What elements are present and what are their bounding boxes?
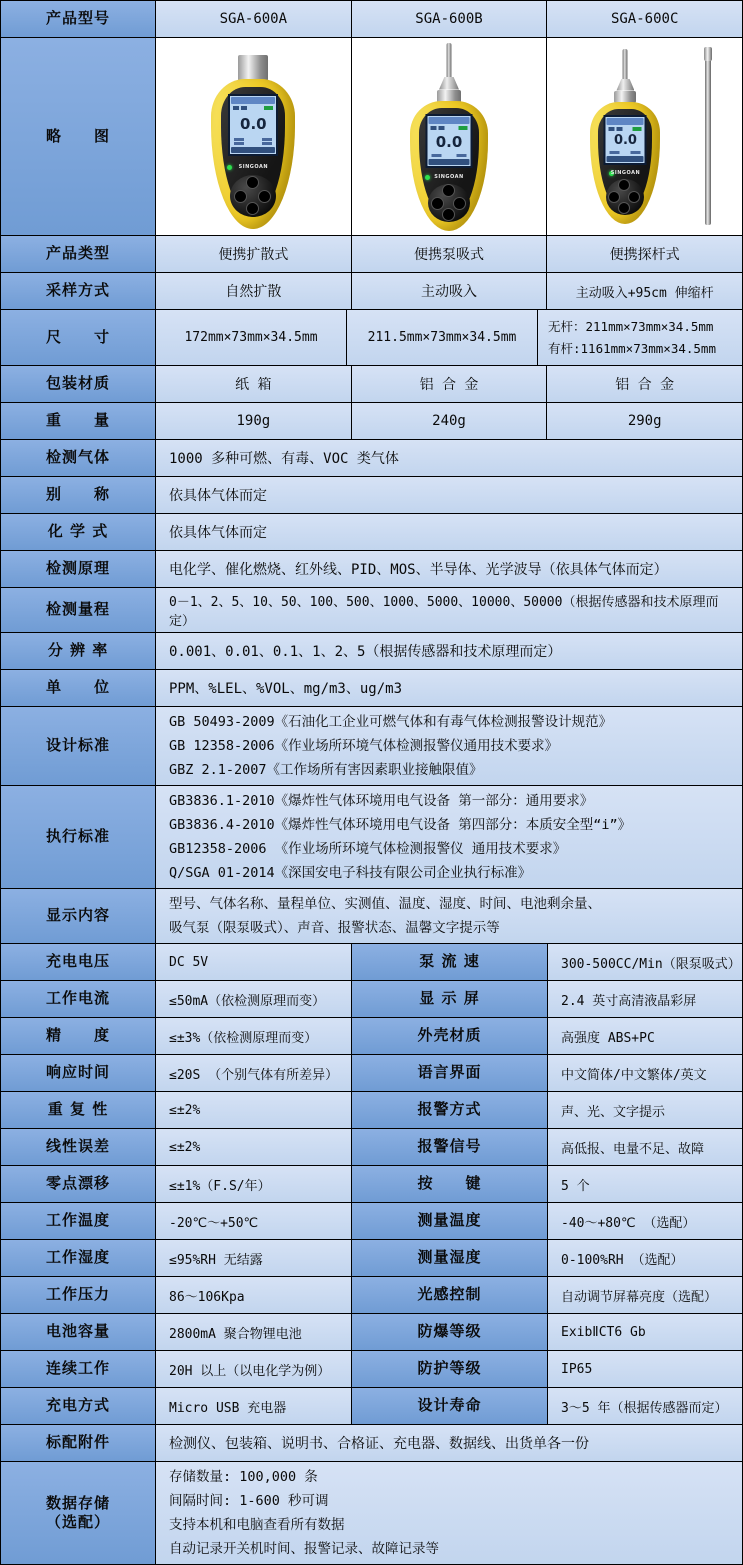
button-down bbox=[618, 202, 630, 214]
row-value-left: ≤50mA（依检测原理而变） bbox=[156, 981, 352, 1018]
row-value-right: IP65 bbox=[548, 1351, 743, 1388]
table-row-accessories bbox=[1, 1425, 743, 1462]
row-value-left: ≤±2% bbox=[156, 1092, 352, 1129]
probe-rod-icon bbox=[447, 43, 452, 79]
row-value-left: 2800mA 聚合物锂电池 bbox=[156, 1314, 352, 1351]
table-row-pair-6 bbox=[1, 1166, 743, 1203]
table-row-alias bbox=[1, 477, 743, 514]
dimension-with-rod: 有杆:1161mm×73mm×34.5mm bbox=[548, 340, 716, 356]
row-value: 依具体气体而定 bbox=[156, 477, 743, 514]
value-c: 主动吸入+95cm 伸缩杆 bbox=[547, 273, 743, 310]
button-down bbox=[246, 202, 259, 215]
row-value bbox=[156, 889, 743, 944]
standard-line: GB3836.1-2010《爆炸性气体环境用电气设备 第一部分：通用要求》 bbox=[169, 793, 594, 809]
brand-label: SINGOAN bbox=[238, 163, 269, 170]
row-label-left: 充电电压 bbox=[1, 944, 156, 981]
row-label-left: 工作电流 bbox=[1, 981, 156, 1018]
table-row-pair-9 bbox=[1, 1277, 743, 1314]
row-value: 检测仪、包装箱、说明书、合格证、充电器、数据线、出货单各一份 bbox=[156, 1425, 743, 1462]
row-label: 显示内容 bbox=[1, 889, 156, 944]
row-value-right: 2.4 英寸高清液晶彩屏 bbox=[548, 981, 743, 1018]
table-row-design-standard bbox=[1, 707, 743, 786]
row-value-right: 中文简体/中文繁体/英文 bbox=[548, 1055, 743, 1092]
screen-titlebar bbox=[231, 97, 275, 104]
row-value-left: ≤±1%（F.S/年） bbox=[156, 1166, 352, 1203]
row-value-left: 86～106Kpa bbox=[156, 1277, 352, 1314]
device-screen bbox=[604, 115, 647, 165]
row-label-right: 防爆等级 bbox=[352, 1314, 548, 1351]
row-label-left: 连续工作 bbox=[1, 1351, 156, 1388]
button-left bbox=[431, 197, 444, 210]
row-label: 单 位 bbox=[1, 670, 156, 707]
table-row-pair-12 bbox=[1, 1388, 743, 1425]
table-row-pair-7 bbox=[1, 1203, 743, 1240]
row-value: 0－1、2、5、10、50、100、500、1000、5000、10000、50000（根据传感器和技术原理而定） bbox=[156, 588, 743, 633]
table-row-data-storage bbox=[1, 1462, 743, 1565]
device-screen bbox=[426, 114, 473, 168]
table-row-resolution bbox=[1, 633, 743, 670]
storage-label-line1: 数据存储 bbox=[45, 1493, 110, 1512]
row-label: 产品类型 bbox=[1, 236, 156, 273]
row-value: 1000 多种可燃、有毒、VOC 类气体 bbox=[156, 440, 743, 477]
button-pad bbox=[606, 179, 644, 215]
screen-timestamp-bar bbox=[429, 159, 470, 165]
table-row-weight bbox=[1, 403, 743, 440]
button-up bbox=[618, 179, 630, 191]
row-label-right: 语言界面 bbox=[352, 1055, 548, 1092]
value-b: 铝 合 金 bbox=[352, 366, 548, 403]
value-c: 铝 合 金 bbox=[547, 366, 743, 403]
header-label: 产品型号 bbox=[1, 1, 156, 38]
table-row-pair-1 bbox=[1, 981, 743, 1018]
table-row-formula bbox=[1, 514, 743, 551]
display-line: 型号、气体名称、量程单位、实测值、温度、湿度、时间、电池剩余量、 bbox=[169, 896, 601, 912]
value-c: 290g bbox=[547, 403, 743, 440]
row-label-right: 测量湿度 bbox=[352, 1240, 548, 1277]
device-image-sga-600b bbox=[389, 41, 509, 233]
table-row-gases bbox=[1, 440, 743, 477]
storage-line: 存储数量: 100,000 条 bbox=[169, 1469, 318, 1485]
row-label: 重 量 bbox=[1, 403, 156, 440]
probe-cone-icon bbox=[616, 79, 634, 91]
row-value-right: 高低报、电量不足、故障 bbox=[548, 1129, 743, 1166]
screen-reading: 0.0 bbox=[240, 114, 267, 133]
row-label-right: 报警方式 bbox=[352, 1092, 548, 1129]
button-pad bbox=[230, 175, 276, 217]
row-value-left: 20H 以上（以电化学为例） bbox=[156, 1351, 352, 1388]
row-value: 依具体气体而定 bbox=[156, 514, 743, 551]
standard-line: GB12358-2006 《作业场所环境气体检测报警仪 通用技术要求》 bbox=[169, 841, 567, 857]
table-row-pair-8 bbox=[1, 1240, 743, 1277]
standard-line: GB 50493-2009《石油化工企业可燃气体和有毒气体检测报警设计规范》 bbox=[169, 714, 613, 730]
table-row-pair-5 bbox=[1, 1129, 743, 1166]
sketch-label: 略 图 bbox=[1, 38, 156, 236]
probe-cone-icon bbox=[439, 77, 459, 90]
row-label-right: 光感控制 bbox=[352, 1277, 548, 1314]
storage-line: 支持本机和电脑查看所有数据 bbox=[169, 1517, 345, 1533]
screen-titlebar bbox=[429, 117, 470, 124]
screen-timestamp-bar bbox=[607, 156, 644, 162]
button-up bbox=[246, 176, 259, 189]
screen-reading: 0.0 bbox=[613, 133, 637, 148]
standard-line: GB3836.4-2010《爆炸性气体环境用电气设备 第四部分：本质安全型“i”》 bbox=[169, 817, 632, 833]
button-left bbox=[608, 191, 620, 203]
button-pad bbox=[428, 184, 470, 222]
row-value-right: 高强度 ABS+PC bbox=[548, 1018, 743, 1055]
device-image-sga-600c bbox=[565, 41, 725, 233]
row-label: 采样方式 bbox=[1, 273, 156, 310]
row-value bbox=[156, 1462, 743, 1565]
row-label-right: 泵 流 速 bbox=[352, 944, 548, 981]
value-c bbox=[538, 310, 743, 366]
value-b: 211.5mm×73mm×34.5mm bbox=[347, 310, 538, 366]
value-b: 240g bbox=[352, 403, 548, 440]
dimension-without-rod: 无杆：211mm×73mm×34.5mm bbox=[548, 318, 714, 334]
table-row-pair-3 bbox=[1, 1055, 743, 1092]
row-label-left: 电池容量 bbox=[1, 1314, 156, 1351]
sketch-cell-b bbox=[352, 38, 548, 236]
row-label-left: 充电方式 bbox=[1, 1388, 156, 1425]
standard-line: GB 12358-2006《作业场所环境气体检测报警仪通用技术要求》 bbox=[169, 738, 559, 754]
row-value-left: ≤95%RH 无结露 bbox=[156, 1240, 352, 1277]
value-a: 自然扩散 bbox=[156, 273, 352, 310]
row-value-right: -40～+80℃ （选配） bbox=[548, 1203, 743, 1240]
row-value-left: ≤±2% bbox=[156, 1129, 352, 1166]
device-image-sga-600a bbox=[193, 41, 313, 233]
brand-label: SINGOAN bbox=[434, 173, 464, 180]
row-value-right: 300-500CC/Min（限泵吸式） bbox=[548, 944, 743, 981]
row-label: 检测原理 bbox=[1, 551, 156, 588]
row-value-left: ≤±3%（依检测原理而变） bbox=[156, 1018, 352, 1055]
screen-datarow bbox=[230, 142, 276, 146]
table-row-unit bbox=[1, 670, 743, 707]
value-a: 190g bbox=[156, 403, 352, 440]
row-value-right: 声、光、文字提示 bbox=[548, 1092, 743, 1129]
sketch-cell-a bbox=[156, 38, 352, 236]
table-row-product-type bbox=[1, 236, 743, 273]
screen-timestamp-bar bbox=[231, 147, 275, 153]
button-right bbox=[258, 190, 271, 203]
row-label-left: 工作湿度 bbox=[1, 1240, 156, 1277]
row-label-right: 外壳材质 bbox=[352, 1018, 548, 1055]
row-value: PPM、%LEL、%VOL、mg/m3、ug/m3 bbox=[156, 670, 743, 707]
table-row-principle bbox=[1, 551, 743, 588]
row-value bbox=[156, 786, 743, 889]
row-label: 尺 寸 bbox=[1, 310, 156, 366]
table-row-pair-11 bbox=[1, 1351, 743, 1388]
row-value-left: Micro USB 充电器 bbox=[156, 1388, 352, 1425]
row-label-left: 零点漂移 bbox=[1, 1166, 156, 1203]
value-a: 纸 箱 bbox=[156, 366, 352, 403]
table-row-pair-4 bbox=[1, 1092, 743, 1129]
row-label-right: 防护等级 bbox=[352, 1351, 548, 1388]
row-value-left: -20℃～+50℃ bbox=[156, 1203, 352, 1240]
table-row-header bbox=[1, 1, 743, 38]
table-row-sketch bbox=[1, 38, 743, 236]
row-label-left: 重 复 性 bbox=[1, 1092, 156, 1129]
row-label-left: 线性误差 bbox=[1, 1129, 156, 1166]
probe-rod-icon bbox=[623, 49, 628, 79]
button-down bbox=[442, 208, 455, 221]
value-b: 便携泵吸式 bbox=[352, 236, 548, 273]
row-label: 检测量程 bbox=[1, 588, 156, 633]
row-value-right: 3～5 年（根据传感器而定） bbox=[548, 1388, 743, 1425]
row-label bbox=[1, 1462, 156, 1565]
row-label-right: 按 键 bbox=[352, 1166, 548, 1203]
table-row-pair-2 bbox=[1, 1018, 743, 1055]
row-label-right: 报警信号 bbox=[352, 1129, 548, 1166]
sketch-cell-c bbox=[547, 38, 743, 236]
value-a: 便携扩散式 bbox=[156, 236, 352, 273]
row-label: 执行标准 bbox=[1, 786, 156, 889]
row-value-left: ≤20S （个别气体有所差异） bbox=[156, 1055, 352, 1092]
model-name-sga600c: SGA-600C bbox=[547, 1, 743, 38]
row-label-right: 测量温度 bbox=[352, 1203, 548, 1240]
button-up bbox=[442, 184, 455, 197]
row-value: 0.001、0.01、0.1、1、2、5（根据传感器和技术原理而定） bbox=[156, 633, 743, 670]
screen-datarow bbox=[428, 154, 471, 158]
screen-titlebar bbox=[607, 118, 644, 125]
table-row-range bbox=[1, 588, 743, 633]
row-label-right: 显 示 屏 bbox=[352, 981, 548, 1018]
table-row-exec-standard bbox=[1, 786, 743, 889]
row-label-left: 工作压力 bbox=[1, 1277, 156, 1314]
row-value: 电化学、催化燃烧、红外线、PID、MOS、半导体、光学波导（依具体气体而定） bbox=[156, 551, 743, 588]
row-label: 包装材质 bbox=[1, 366, 156, 403]
status-led bbox=[425, 175, 430, 180]
status-led bbox=[227, 165, 232, 170]
standard-line: Q/SGA 01-2014《深国安电子科技有限公司企业执行标准》 bbox=[169, 865, 532, 881]
row-value-right: 0-100%RH （选配） bbox=[548, 1240, 743, 1277]
storage-label-line2: （选配） bbox=[45, 1513, 110, 1531]
row-value-right: 5 个 bbox=[548, 1166, 743, 1203]
model-name-sga600a: SGA-600A bbox=[156, 1, 352, 38]
row-value bbox=[156, 707, 743, 786]
standard-line: GBZ 2.1-2007《工作场所有害因素职业接触限值》 bbox=[169, 762, 483, 778]
row-label-left: 工作温度 bbox=[1, 1203, 156, 1240]
telescopic-rod-icon bbox=[705, 47, 711, 225]
display-line: 吸气泵（限泵吸式）、声音、报警状态、温馨文字提示等 bbox=[169, 920, 500, 936]
table-row-packaging bbox=[1, 366, 743, 403]
brand-label: SINGOAN bbox=[610, 169, 641, 176]
model-name-sga600b: SGA-600B bbox=[352, 1, 548, 38]
table-row-dimensions bbox=[1, 310, 743, 366]
storage-line: 间隔时间: 1-600 秒可调 bbox=[169, 1493, 329, 1509]
button-left bbox=[234, 190, 247, 203]
value-b: 主动吸入 bbox=[352, 273, 548, 310]
row-label: 标配附件 bbox=[1, 1425, 156, 1462]
table-row-sampling bbox=[1, 273, 743, 310]
row-value-right: ExibⅡCT6 Gb bbox=[548, 1314, 743, 1351]
value-a: 172mm×73mm×34.5mm bbox=[156, 310, 347, 366]
row-label-left: 精 度 bbox=[1, 1018, 156, 1055]
storage-line: 自动记录开关机时间、报警记录、故障记录等 bbox=[169, 1541, 439, 1557]
value-c: 便携探杆式 bbox=[547, 236, 743, 273]
row-label: 化 学 式 bbox=[1, 514, 156, 551]
table-row-display-content bbox=[1, 889, 743, 944]
row-value-right: 自动调节屏幕亮度（选配） bbox=[548, 1277, 743, 1314]
device-screen bbox=[228, 94, 278, 156]
screen-reading: 0.0 bbox=[435, 132, 463, 151]
row-label-left: 响应时间 bbox=[1, 1055, 156, 1092]
row-value-left: DC 5V bbox=[156, 944, 352, 981]
button-right bbox=[453, 197, 466, 210]
row-label: 分 辨 率 bbox=[1, 633, 156, 670]
screen-datarow bbox=[606, 151, 645, 155]
row-label: 别 称 bbox=[1, 477, 156, 514]
row-label: 设计标准 bbox=[1, 707, 156, 786]
sensor-cap-icon bbox=[238, 55, 268, 81]
button-right bbox=[628, 191, 640, 203]
row-label-right: 设计寿命 bbox=[352, 1388, 548, 1425]
row-label: 检测气体 bbox=[1, 440, 156, 477]
table-row-pair-0 bbox=[1, 944, 743, 981]
table-row-pair-10 bbox=[1, 1314, 743, 1351]
